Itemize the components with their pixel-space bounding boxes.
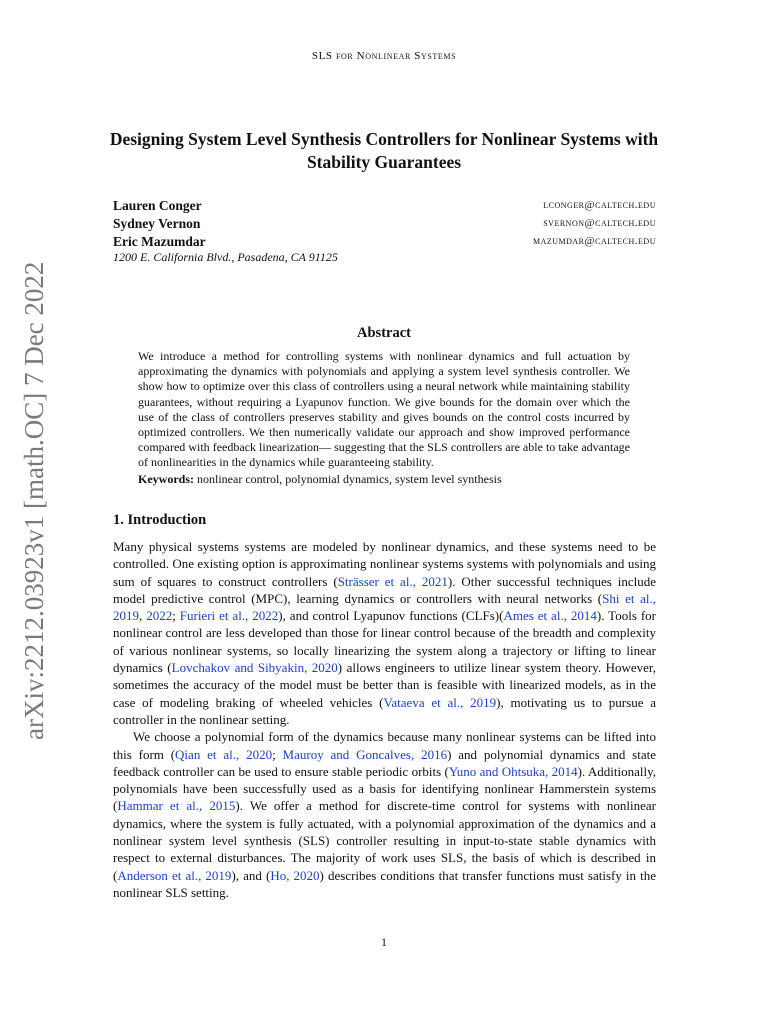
arxiv-identifier-stamp[interactable]: arXiv:2212.03923v1 [math.OC] 7 Dec 2022 xyxy=(19,261,49,740)
citation-link[interactable]: Shi et al., 2019 xyxy=(113,590,657,624)
author-row xyxy=(113,198,656,216)
paper-title: Designing System Level Synthesis Controllers for Nonlinear Systems with Stability Guarantees xyxy=(109,129,659,172)
author-email[interactable]: mazumdar@caltech.edu xyxy=(532,235,656,247)
abstract-heading: Abstract xyxy=(357,325,411,341)
running-header: SLS for Nonlinear Systems xyxy=(311,50,457,62)
body-text: , xyxy=(139,608,147,624)
introduction-body xyxy=(113,538,656,901)
body-text: ). Other successful techniques include model predictive control (MPC), learning dynamics or controllers with neural networks ( xyxy=(113,573,657,606)
author-email[interactable]: lconger@caltech.edu xyxy=(543,199,656,211)
citation-link[interactable]: Vataeva et al., 2019 xyxy=(383,694,497,710)
body-text: ; xyxy=(272,746,283,762)
section-heading: 1. Introduction xyxy=(113,512,207,528)
author-name: Sydney Vernon xyxy=(113,216,201,231)
paragraph xyxy=(113,538,656,728)
author-name: Lauren Conger xyxy=(113,198,202,213)
body-text: We choose a polynomial form of the dynamics because many nonlinear systems can be lifted into this form ( xyxy=(113,729,656,762)
citation-link[interactable]: Qian et al., 2020 xyxy=(175,746,273,762)
citation-link[interactable]: Ames et al., 2014 xyxy=(503,608,597,624)
body-text: ). Additionally, polynomials have been successfully used as a basis for identifying nonlinear Hammerstein systems ( xyxy=(113,763,656,814)
body-text: ), and control Lyapunov functions (CLFs)( xyxy=(278,608,504,624)
body-text: ) allows engineers to utilize linear system theory. However, sometimes the accuracy of the model must be better than is feasible with linearized models, as in the case of modeling braking of wheeled vehicles ( xyxy=(113,660,656,710)
citation-link[interactable]: Strässer et al., 2021 xyxy=(337,573,448,589)
citation-link[interactable]: Furieri et al., 2022 xyxy=(179,608,279,624)
citation-link[interactable]: Hammar et al., 2015 xyxy=(117,798,236,814)
keywords-label: Keywords: xyxy=(138,471,194,486)
citation-link[interactable]: 2022 xyxy=(146,608,173,624)
author-name: Eric Mazumdar xyxy=(113,234,206,249)
body-text: ), and ( xyxy=(231,867,271,883)
citation-link[interactable]: Ho, 2020 xyxy=(270,867,320,883)
keywords-line xyxy=(138,472,630,487)
citation-link[interactable]: Mauroy and Goncalves, 2016 xyxy=(282,746,448,762)
body-text: ), motivating us to pursue a controller in the nonlinear setting. xyxy=(113,694,656,727)
author-row xyxy=(113,216,656,234)
abstract-text: We introduce a method for controlling systems with nonlinear dynamics and full actuation by approximating the dynamics with polynomials and applying a system level synthesis controller. We show how to optimize over this class of controllers using a neural network while maintaining stability guarantees, without requiring a Lyapunov function. We give bounds for the domain over which the use of the class of controllers preserves stability and gives bounds on the control costs incurred by optimized controllers. We then numerically validate our approach and show improved performance compared with feedback linearization— suggesting that the SLS controllers are able to take advantage of nonlinearities in the dynamics while guaranteeing stability. xyxy=(138,349,630,470)
citation-link[interactable]: Anderson et al., 2019 xyxy=(117,867,232,883)
page-number: 1 xyxy=(381,935,387,949)
author-affiliation: 1200 E. California Blvd., Pasadena, CA 91125 xyxy=(113,250,338,264)
citation-link[interactable]: Yuno and Ohtsuka, 2014 xyxy=(448,763,578,779)
body-text: ) describes conditions that transfer functions must satisfy in the nonlinear SLS setting. xyxy=(113,867,657,900)
body-text: ; xyxy=(172,608,180,624)
keywords-list: nonlinear control, polynomial dynamics, system level synthesis xyxy=(197,471,502,486)
citation-link[interactable]: Lovchakov and Sibyakin, 2020 xyxy=(171,660,338,676)
body-text: ). We offer a method for discrete-time control for systems with nonlinear dynamics, where the system is fully actuated, with a polynomial approximation of the dynamics and a nonlinear system level synthesis (SLS) controller resulting in input-to-state stable dynamics with respect to external disturbances. The majority of work uses SLS, the basis of which is described in ( xyxy=(113,798,656,883)
body-text: ) and polynomial dynamics and state feedback controller can be used to ensure stable periodic orbits ( xyxy=(113,746,656,779)
author-email[interactable]: svernon@caltech.edu xyxy=(543,217,656,229)
body-text: Many physical systems systems are modeled by nonlinear dynamics, and these systems need to be controlled. One existing option is approximating nonlinear systems systems with polynomials and using sum of squares to construct controllers ( xyxy=(113,539,656,589)
abstract-body xyxy=(138,349,630,487)
paragraph xyxy=(113,728,656,901)
body-text: ). Tools for nonlinear control are less developed than those for linear control because of the breadth and complexity of various nonlinear systems, so locally linearizing the system along a trajectory or lifting to linear dynamics ( xyxy=(113,608,656,676)
